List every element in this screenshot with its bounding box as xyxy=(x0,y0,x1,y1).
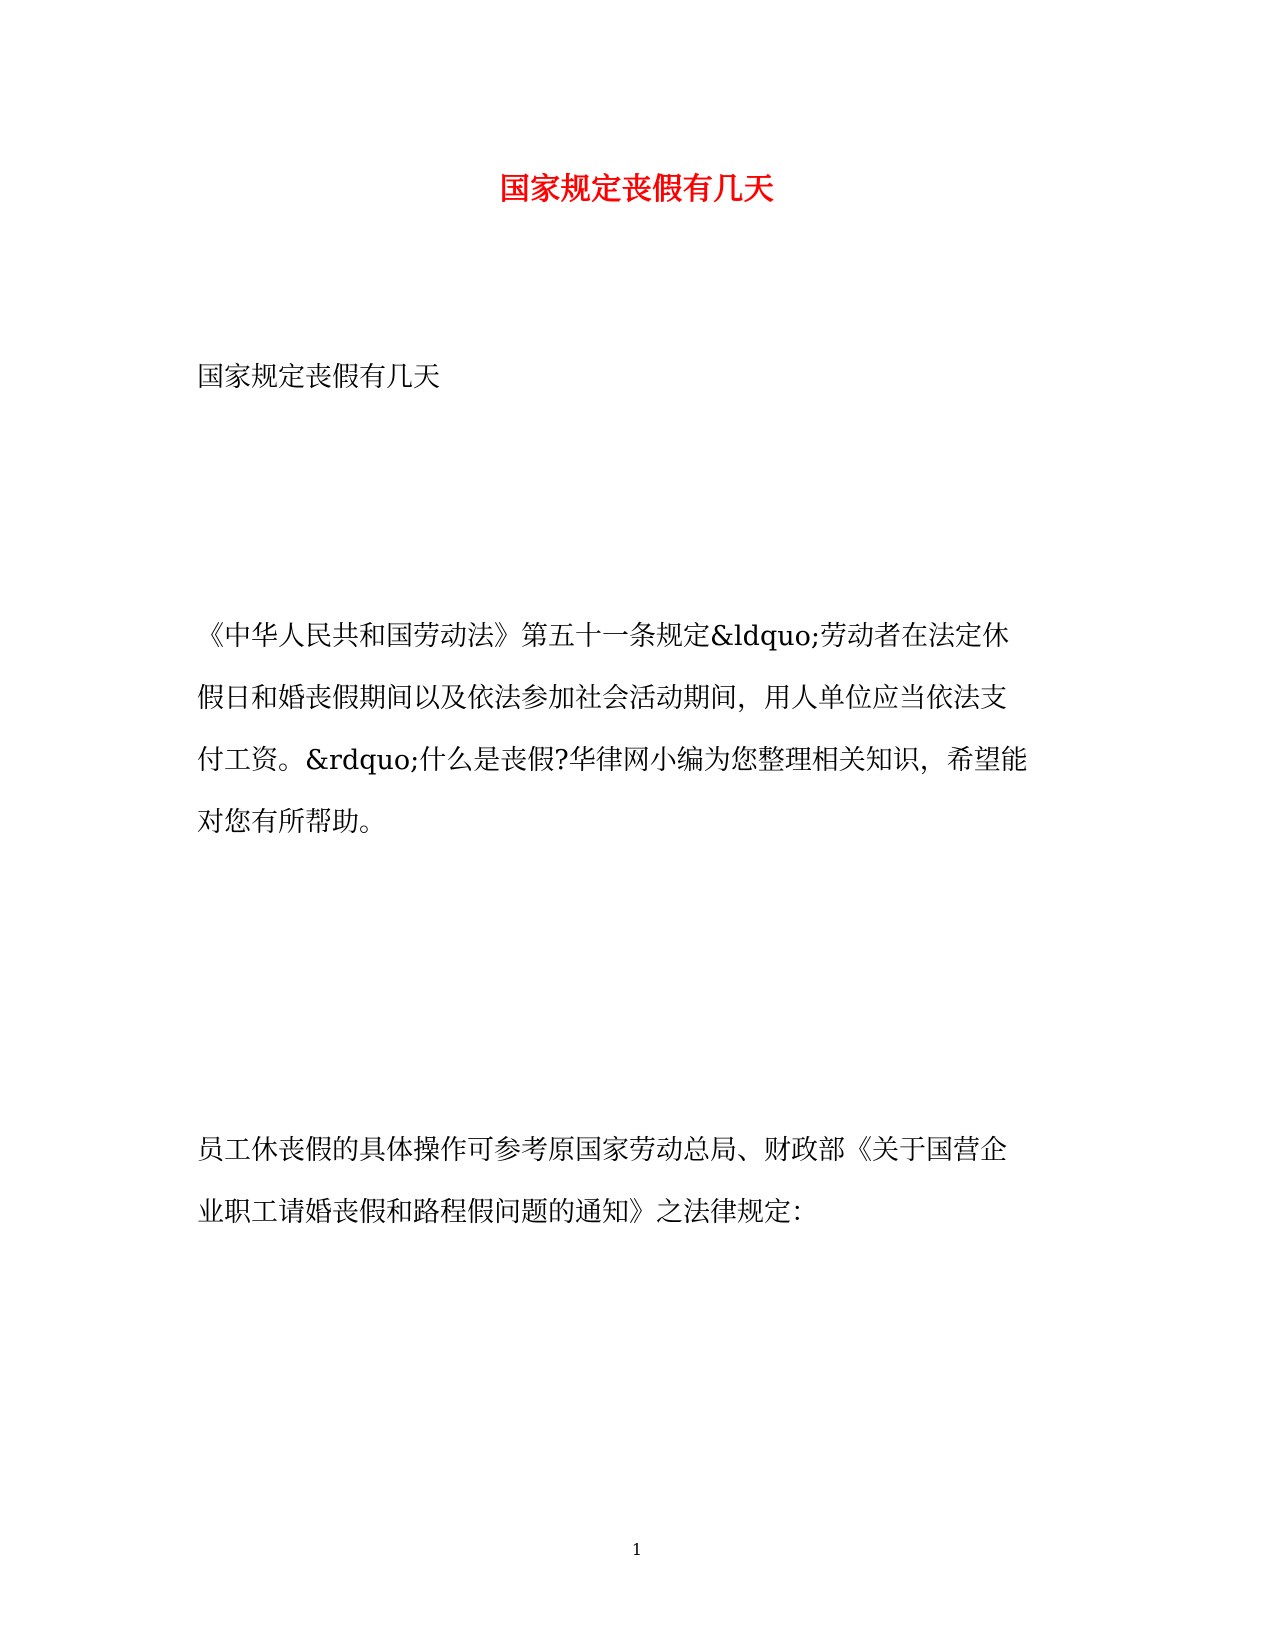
document-title: 国家规定丧假有几天 xyxy=(499,172,775,207)
rules-paragraph xyxy=(197,1120,1077,1244)
paragraph-line: 《中华人民共和国劳动法》第五十一条规定&ldquo;劳动者在法定休 xyxy=(197,621,1009,652)
intro-paragraph xyxy=(197,606,1077,854)
paragraph-line: 假日和婚丧假期间以及依法参加社会活动期间，用人单位应当依法支 xyxy=(197,683,1007,714)
paragraph-line: 业职工请婚丧假和路程假问题的通知》之法律规定： xyxy=(197,1197,818,1228)
paragraph-line: 员工休丧假的具体操作可参考原国家劳动总局、财政部《关于国营企 xyxy=(197,1135,1007,1166)
paragraph-line: 对您有所帮助。 xyxy=(197,807,386,838)
paragraph-line: 付工资。&rdquo;什么是丧假?华律网小编为您整理相关知识，希望能 xyxy=(197,745,1028,776)
subtitle-line: 国家规定丧假有几天 xyxy=(197,362,440,393)
document-subtitle xyxy=(197,347,1077,409)
page-number: 1 xyxy=(631,1540,643,1559)
